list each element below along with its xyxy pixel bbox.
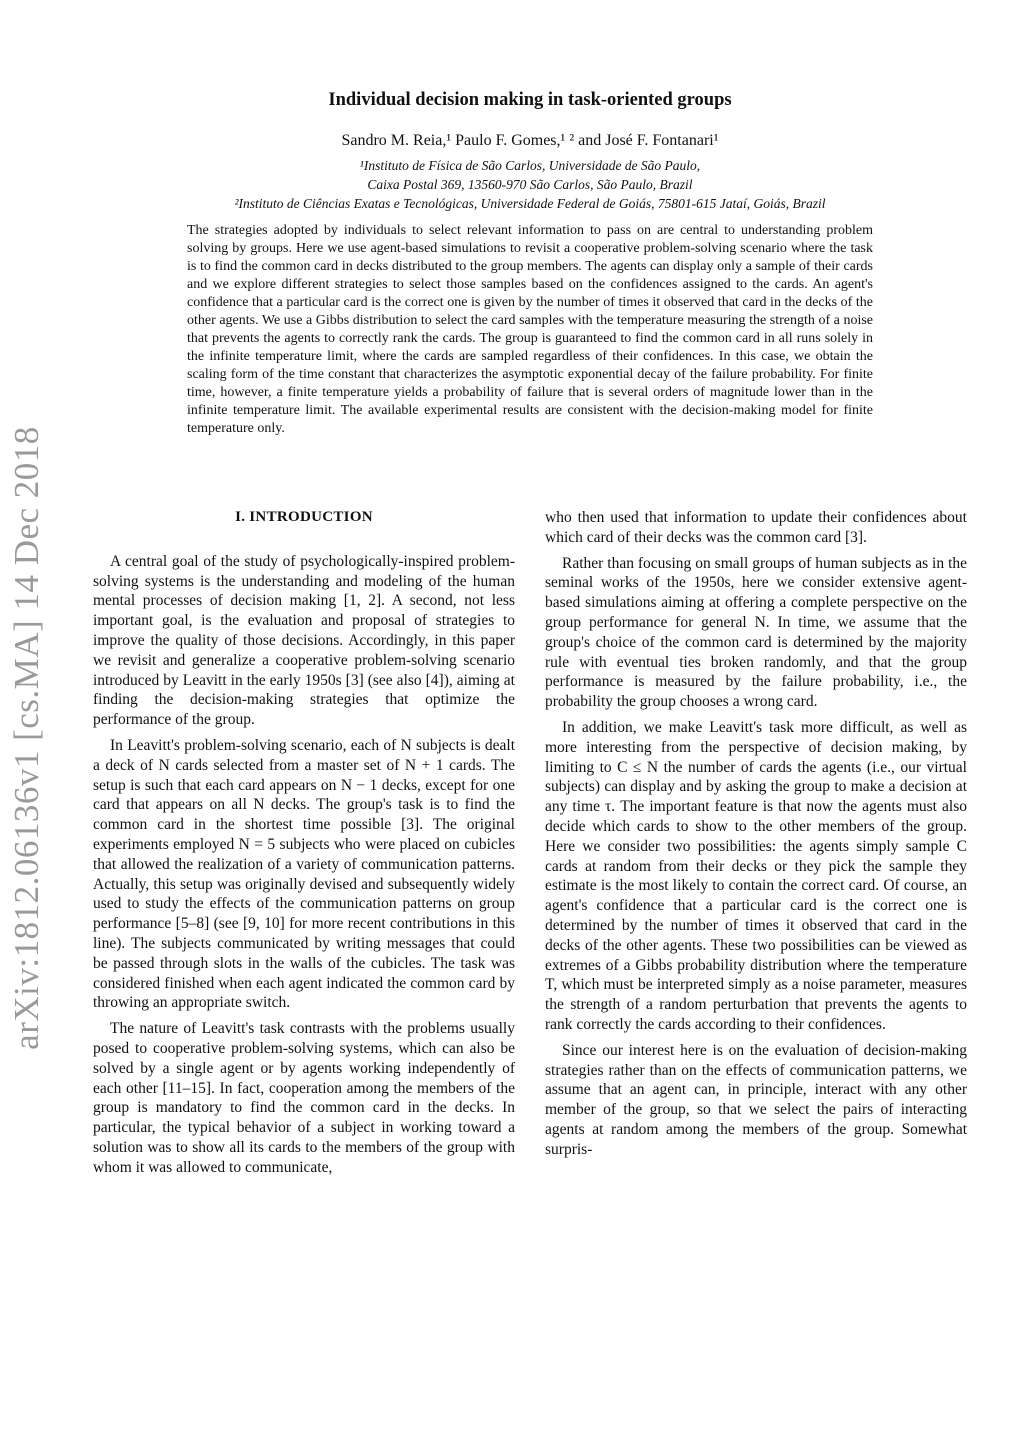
paper-title: Individual decision making in task-oriented groups — [328, 90, 732, 110]
section-heading-introduction: I. INTRODUCTION — [235, 509, 373, 525]
author-list: Sandro M. Reia,¹ Paulo F. Gomes,¹ ² and José F. Fontanari¹ — [341, 132, 719, 149]
paragraph: The nature of Leavitt's task contrasts with the problems usually posed to cooperative problem-solving systems, which can also be solved by a single agent or by agents working independently of each other [11–15]. In fact, cooperation among the members of the group is mandatory to find the common card in the decks. In particular, the typical behavior of a subject in working toward a solution was to show all its cards to the members of the group with whom it was allowed to communicate, — [93, 1020, 515, 1176]
paragraph: Since our interest here is on the evaluation of decision-making strategies rather than on the effects of communication patterns, we assume that an agent can, in principle, interact with any other member of the group, so that we select the pairs of interacting agents at random among the members of the group. Somewhat surpris- — [545, 1041, 967, 1158]
paragraph: A central goal of the study of psychologically-inspired problem-solving systems is the understanding and modeling of the human mental processes of decision making [1, 2]. A second, not less important goal, is the evaluation and proposal of strategies to improve the quality of those decisions. Accordingly, in this paper we revisit and generalize a cooperative problem-solving scenario introduced by Leavitt in the early 1950s [3] (see also [4]), aiming at finding the decision-making strategies that optimize the performance of the group. — [93, 552, 515, 729]
arxiv-sidebar-stamp: arXiv:1812.06136v1 [cs.MA] 14 Dec 2018 — [7, 426, 46, 1050]
affiliation-line-1: ¹Instituto de Física de São Carlos, Universidade de São Paulo, — [359, 158, 701, 173]
affiliation-line-3: ²Instituto de Ciências Exatas e Tecnológicas, Universidade Federal de Goiás, 75801-615 Jataí, Goiás, Brazil — [234, 196, 826, 211]
paragraph: who then used that information to update their confidences about which card of their decks was the common card [3]. — [545, 509, 967, 546]
abstract: The strategies adopted by individuals to select relevant information to pass on are central to understanding problem solving by groups. Here we use agent-based simulations to revisit a cooperative problem-solving scenario where the task is to find the common card in decks distributed to the group members. The agents can display only a sample of their cards and we explore different strategies to select those samples based on the confidences assigned to the cards. An agent's confidence that a particular card is the correct one is given by the number of times it observed that card in the decks of the other agents. We use a Gibbs distribution to select the card samples with the temperature measuring the strength of a noise that prevents the agents to correctly rank the cards. The group is guaranteed to find the common card in all runs solely in the infinite temperature limit, where the cards are sampled regardless of their confidences. In this case, we obtain the scaling form of the time constant that characterizes the asymptotic exponential decay of the failure probability. For finite time, however, a finite temperature yields a probability of failure that is several orders of magnitude lower than in the infinite temperature limit. The available experimental results are consistent with the decision-making model for finite temperature only. — [187, 223, 873, 436]
right-column — [545, 508, 967, 1160]
paragraph: Rather than focusing on small groups of human subjects as in the seminal works of the 1950s, here we consider extensive agent-based simulations aiming at offering a complete perspective on the group performance for general N. In time, we assume that the group's choice of the common card is determined by the majority rule with eventual ties broken randomly, and that the group performance is measured by the failure probability, i.e., the probability the group chooses a wrong card. — [545, 554, 967, 711]
affiliation-line-2: Caixa Postal 369, 13560-970 São Carlos, São Paulo, Brazil — [367, 177, 693, 192]
paragraph: In addition, we make Leavitt's task more difficult, as well as more interesting from the perspective of decision making, by limiting to C ≤ N the number of cards the agents (i.e., our virtual subjects) can display and by asking the group to make a decision at any time τ. The important feature is that now the agents must also decide which cards to show to the other members of the group. Here we consider two possibilities: the agents simply sample C cards at random from their decks or they pick the sample they estimate is the most likely to contain the correct card. Of course, an agent's confidence that a particular card is the correct one is determined by the number of times it observed that card in the decks of the other agents. These two possibilities can be viewed as extremes of a Gibbs probability distribution where the temperature T, which must be interpreted simply as a noise parameter, measures the strength of a random perturbation that prevents the agents to rank correctly the cards according to their confidences. — [545, 718, 967, 1033]
left-column — [93, 508, 515, 1178]
paragraph: In Leavitt's problem-solving scenario, each of N subjects is dealt a deck of N cards selected from a master set of N + 1 cards. The setup is such that each card appears on N − 1 decks, except for one card that appears on all N decks. The group's task is to find the common card in the shortest time possible [3]. The original experiments employed N = 5 subjects who were placed on cubicles that allowed the realization of a variety of communication patterns. Actually, this setup was originally devised and subsequently widely used to study the effects of the communication patterns on group performance [5–8] (see [9, 10] for more recent contributions in this line). The subjects communicated by writing messages that could be passed through slots in the walls of the cubicles. The task was considered finished when each agent indicated the common card by throwing an appropriate switch. — [93, 736, 515, 1012]
